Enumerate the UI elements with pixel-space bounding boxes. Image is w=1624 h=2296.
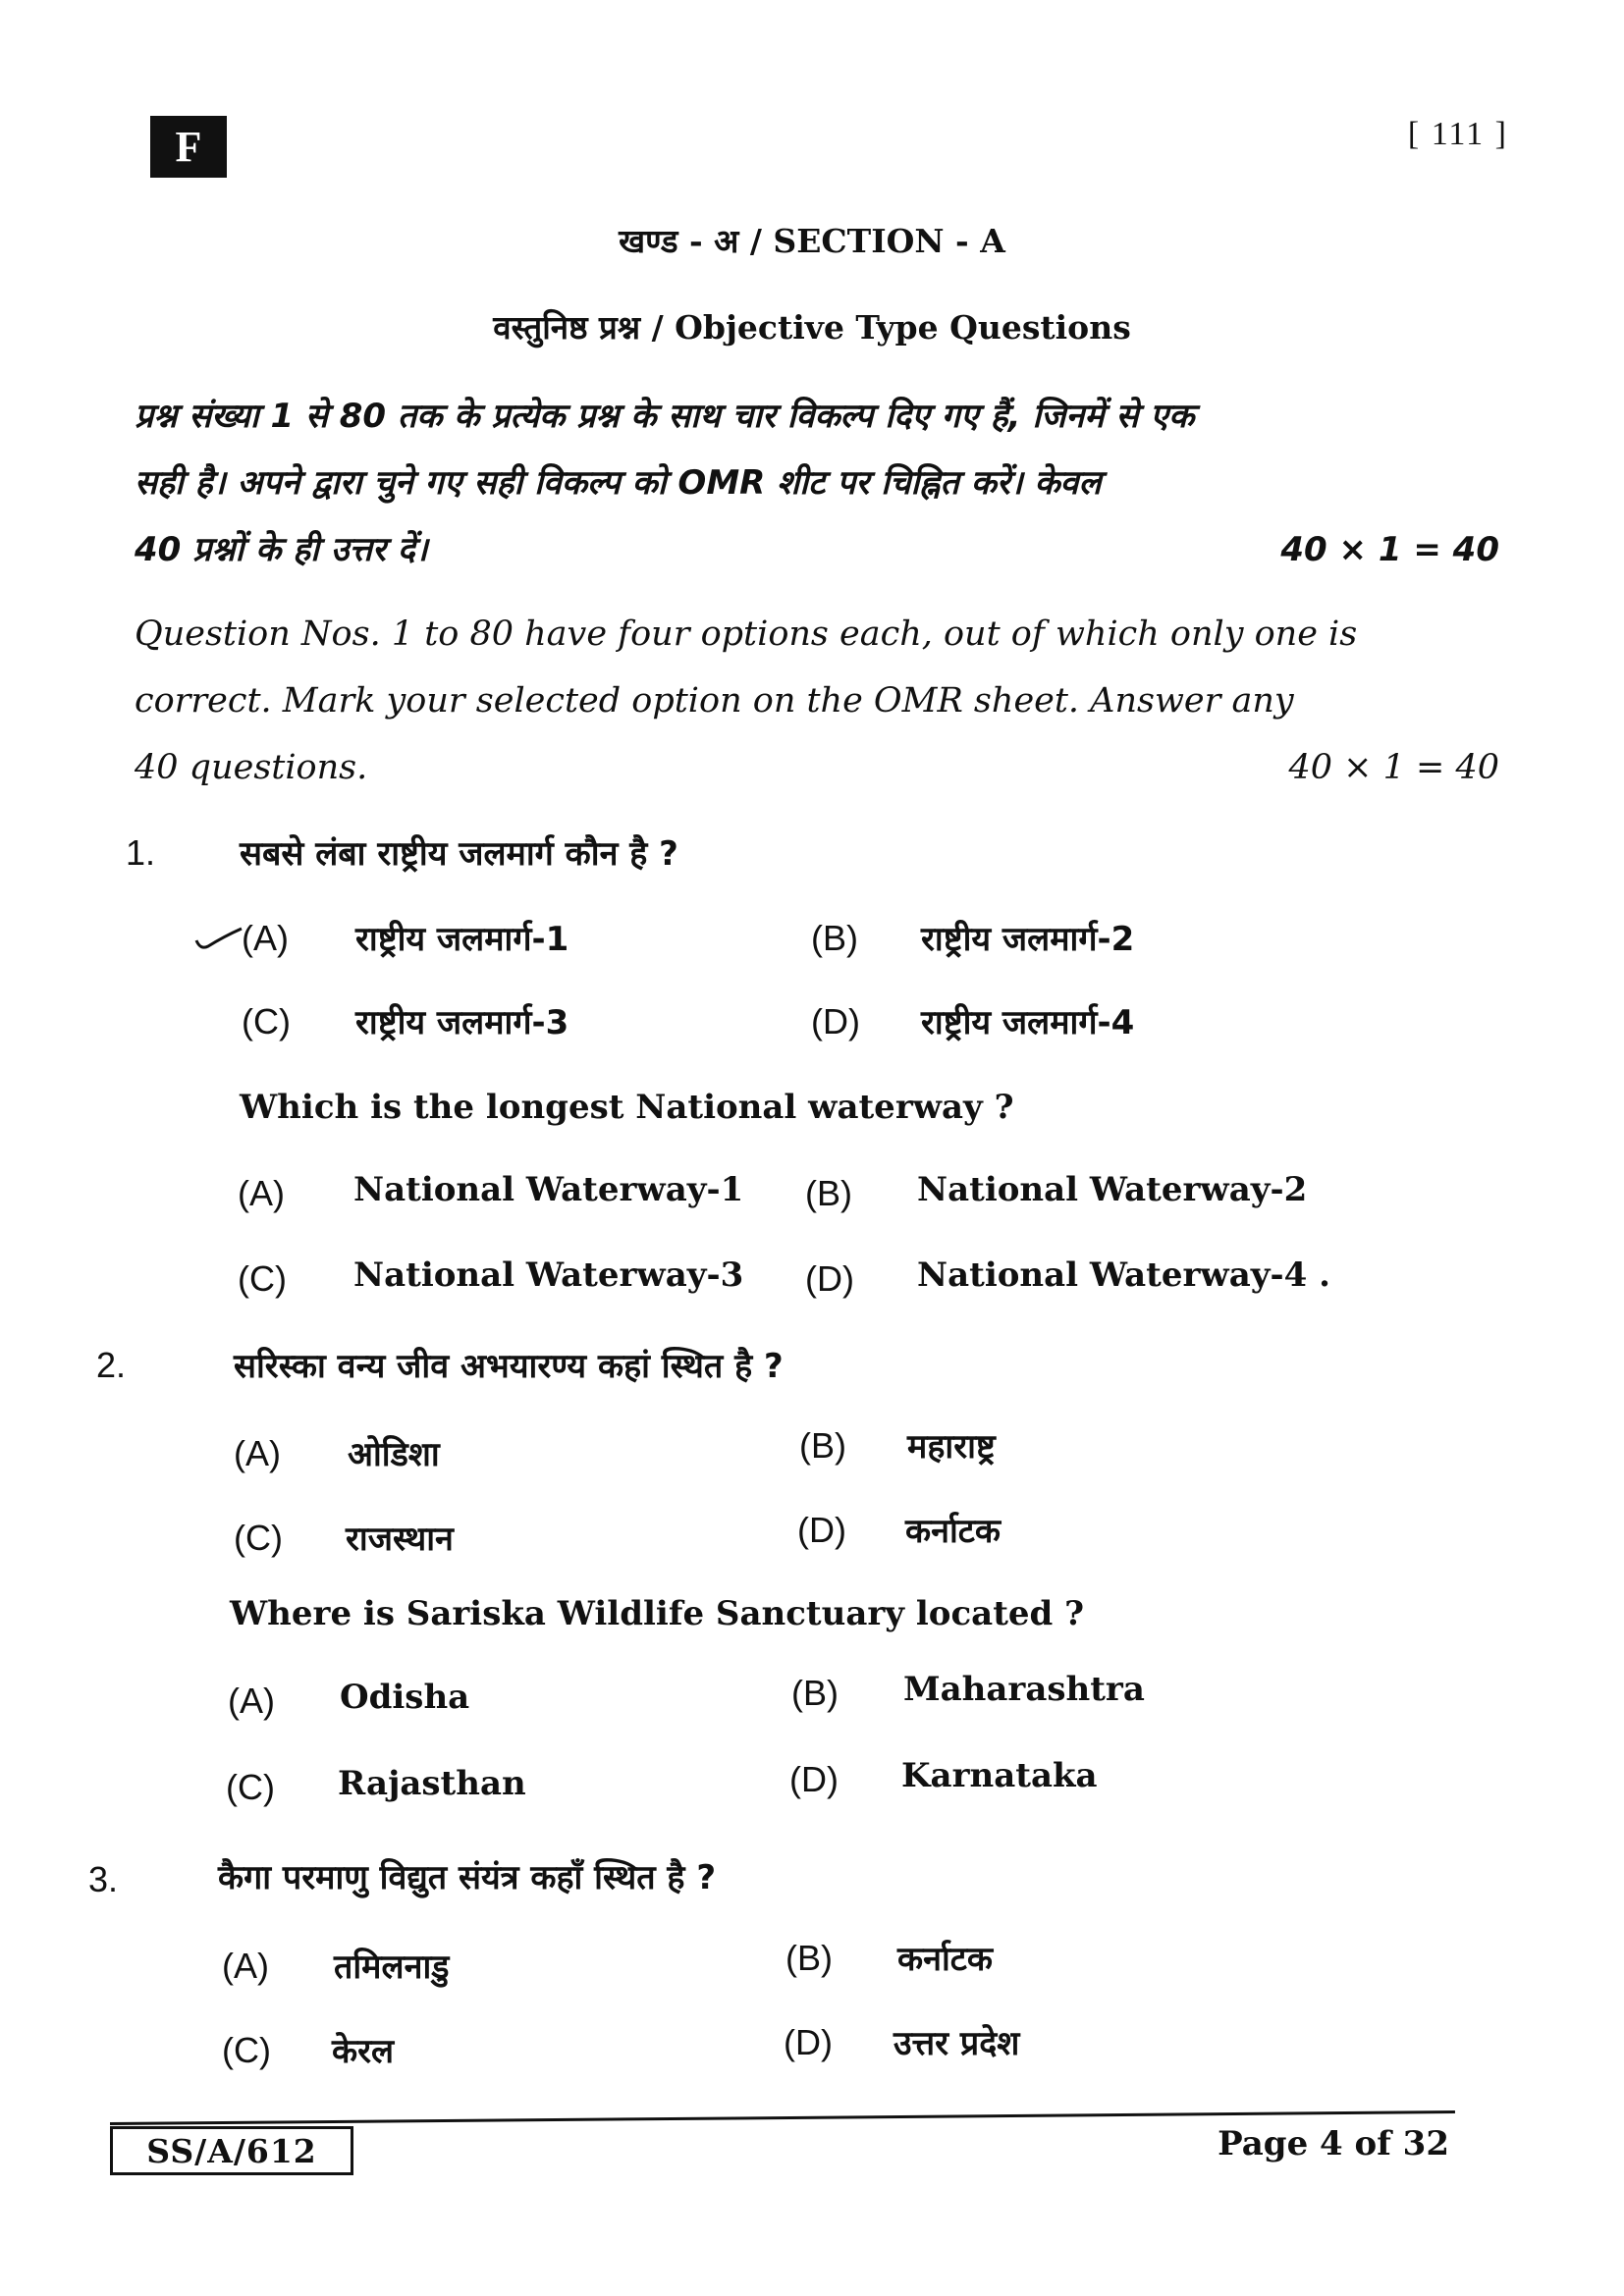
option-text: कर्नाटक: [897, 1940, 994, 1979]
option-letter: (C): [238, 1258, 287, 1299]
option-text: ओडिशा: [348, 1435, 440, 1474]
option-text: कर्नाटक: [905, 1512, 1001, 1551]
option-letter: (B): [805, 1173, 852, 1213]
question-number: 1.: [126, 832, 156, 873]
page-code: [ 111 ]: [1407, 116, 1508, 152]
set-label: F: [175, 123, 202, 171]
instructions-hindi: [135, 383, 1499, 583]
option-text: Rajasthan: [338, 1764, 526, 1803]
option-letter: (C): [242, 1001, 291, 1041]
footer-divider: [110, 2110, 1455, 2125]
page-number: Page 4 of 32: [1218, 2124, 1449, 2163]
option-text: महाराष्ट्र: [907, 1427, 996, 1467]
instruction-line: Question Nos. 1 to 80 have four options each, out of which only one is: [135, 614, 1358, 654]
option-text: राजस्थान: [346, 1520, 454, 1559]
instruction-line: correct. Mark your selected option on the OMR sheet. Answer any: [135, 681, 1294, 721]
paper-code: SS/A/612: [146, 2131, 317, 2170]
section-subtitle: वस्तुनिष्ठ प्रश्न / Objective Type Questions: [493, 308, 1131, 347]
option-letter: (C): [226, 1767, 275, 1807]
option-text: National Waterway-4 .: [917, 1255, 1330, 1295]
question-number: 2.: [96, 1345, 127, 1385]
option-letter: (D): [789, 1759, 839, 1799]
instruction-line: 40 प्रश्नों के ही उत्तर दें।: [135, 530, 428, 569]
option-letter: (A): [228, 1681, 275, 1721]
option-text: Maharashtra: [903, 1670, 1145, 1709]
option-text: राष्ट्रीय जलमार्ग-1: [355, 920, 569, 959]
option-letter: (B): [811, 918, 858, 958]
option-letter: (B): [799, 1425, 846, 1466]
question-text-english: Where is Sariska Wildlife Sanctuary located ?: [230, 1594, 1085, 1633]
option-text: National Waterway-3: [353, 1255, 744, 1295]
option-letter: (A): [238, 1173, 285, 1213]
instruction-line: 40 questions.: [135, 748, 368, 787]
option-text: राष्ट्रीय जलमार्ग-2: [921, 920, 1135, 959]
option-letter: (B): [791, 1673, 839, 1713]
option-text: National Waterway-2: [917, 1170, 1308, 1209]
marks-allocation: 40 × 1 = 40: [1288, 748, 1499, 787]
question-text-hindi: सरिस्का वन्य जीव अभयारण्य कहां स्थित है ?: [234, 1347, 784, 1386]
option-text: उत्तर प्रदेश: [893, 2024, 1020, 2063]
handwritten-tick-icon: [194, 923, 244, 952]
marks-allocation: 40 × 1 = 40: [1280, 530, 1499, 569]
paper-code-box: [110, 2126, 353, 2175]
option-text: राष्ट्रीय जलमार्ग-3: [355, 1003, 569, 1042]
instructions-english: [135, 601, 1499, 801]
set-badge: [150, 116, 227, 178]
option-letter: (D): [784, 2022, 833, 2062]
option-text: National Waterway-1: [353, 1170, 744, 1209]
instruction-line: सही है। अपने द्वारा चुने गए सही विकल्प को OMR शीट पर चिह्नित करें। केवल: [135, 463, 1102, 503]
question-number: 3.: [88, 1859, 119, 1899]
question-text-hindi: सबसे लंबा राष्ट्रीय जलमार्ग कौन है ?: [240, 834, 678, 874]
option-letter: (D): [805, 1258, 854, 1299]
instruction-line: प्रश्न संख्या 1 से 80 तक के प्रत्येक प्रश्न के साथ चार विकल्प दिए गए हैं, जिनमें से एक: [135, 397, 1195, 436]
option-letter: (D): [797, 1510, 846, 1550]
question-text-english: Which is the longest National waterway ?: [240, 1088, 1014, 1127]
option-letter: (A): [234, 1433, 281, 1473]
option-letter: (C): [234, 1518, 283, 1558]
option-letter: (A): [242, 918, 289, 958]
question-text-hindi: कैगा परमाणु विद्युत संयंत्र कहाँ स्थित है ?: [218, 1858, 717, 1897]
option-text: राष्ट्रीय जलमार्ग-4: [921, 1003, 1135, 1042]
option-text: Odisha: [340, 1678, 470, 1717]
option-letter: (D): [811, 1001, 860, 1041]
section-title: खण्ड - अ / SECTION - A: [619, 222, 1005, 260]
option-text: Karnataka: [901, 1756, 1098, 1795]
option-letter: (B): [785, 1938, 833, 1978]
option-text: केरल: [332, 2032, 395, 2071]
option-letter: (C): [222, 2030, 271, 2070]
option-text: तमिलनाडु: [334, 1948, 450, 1987]
option-letter: (A): [222, 1946, 269, 1986]
